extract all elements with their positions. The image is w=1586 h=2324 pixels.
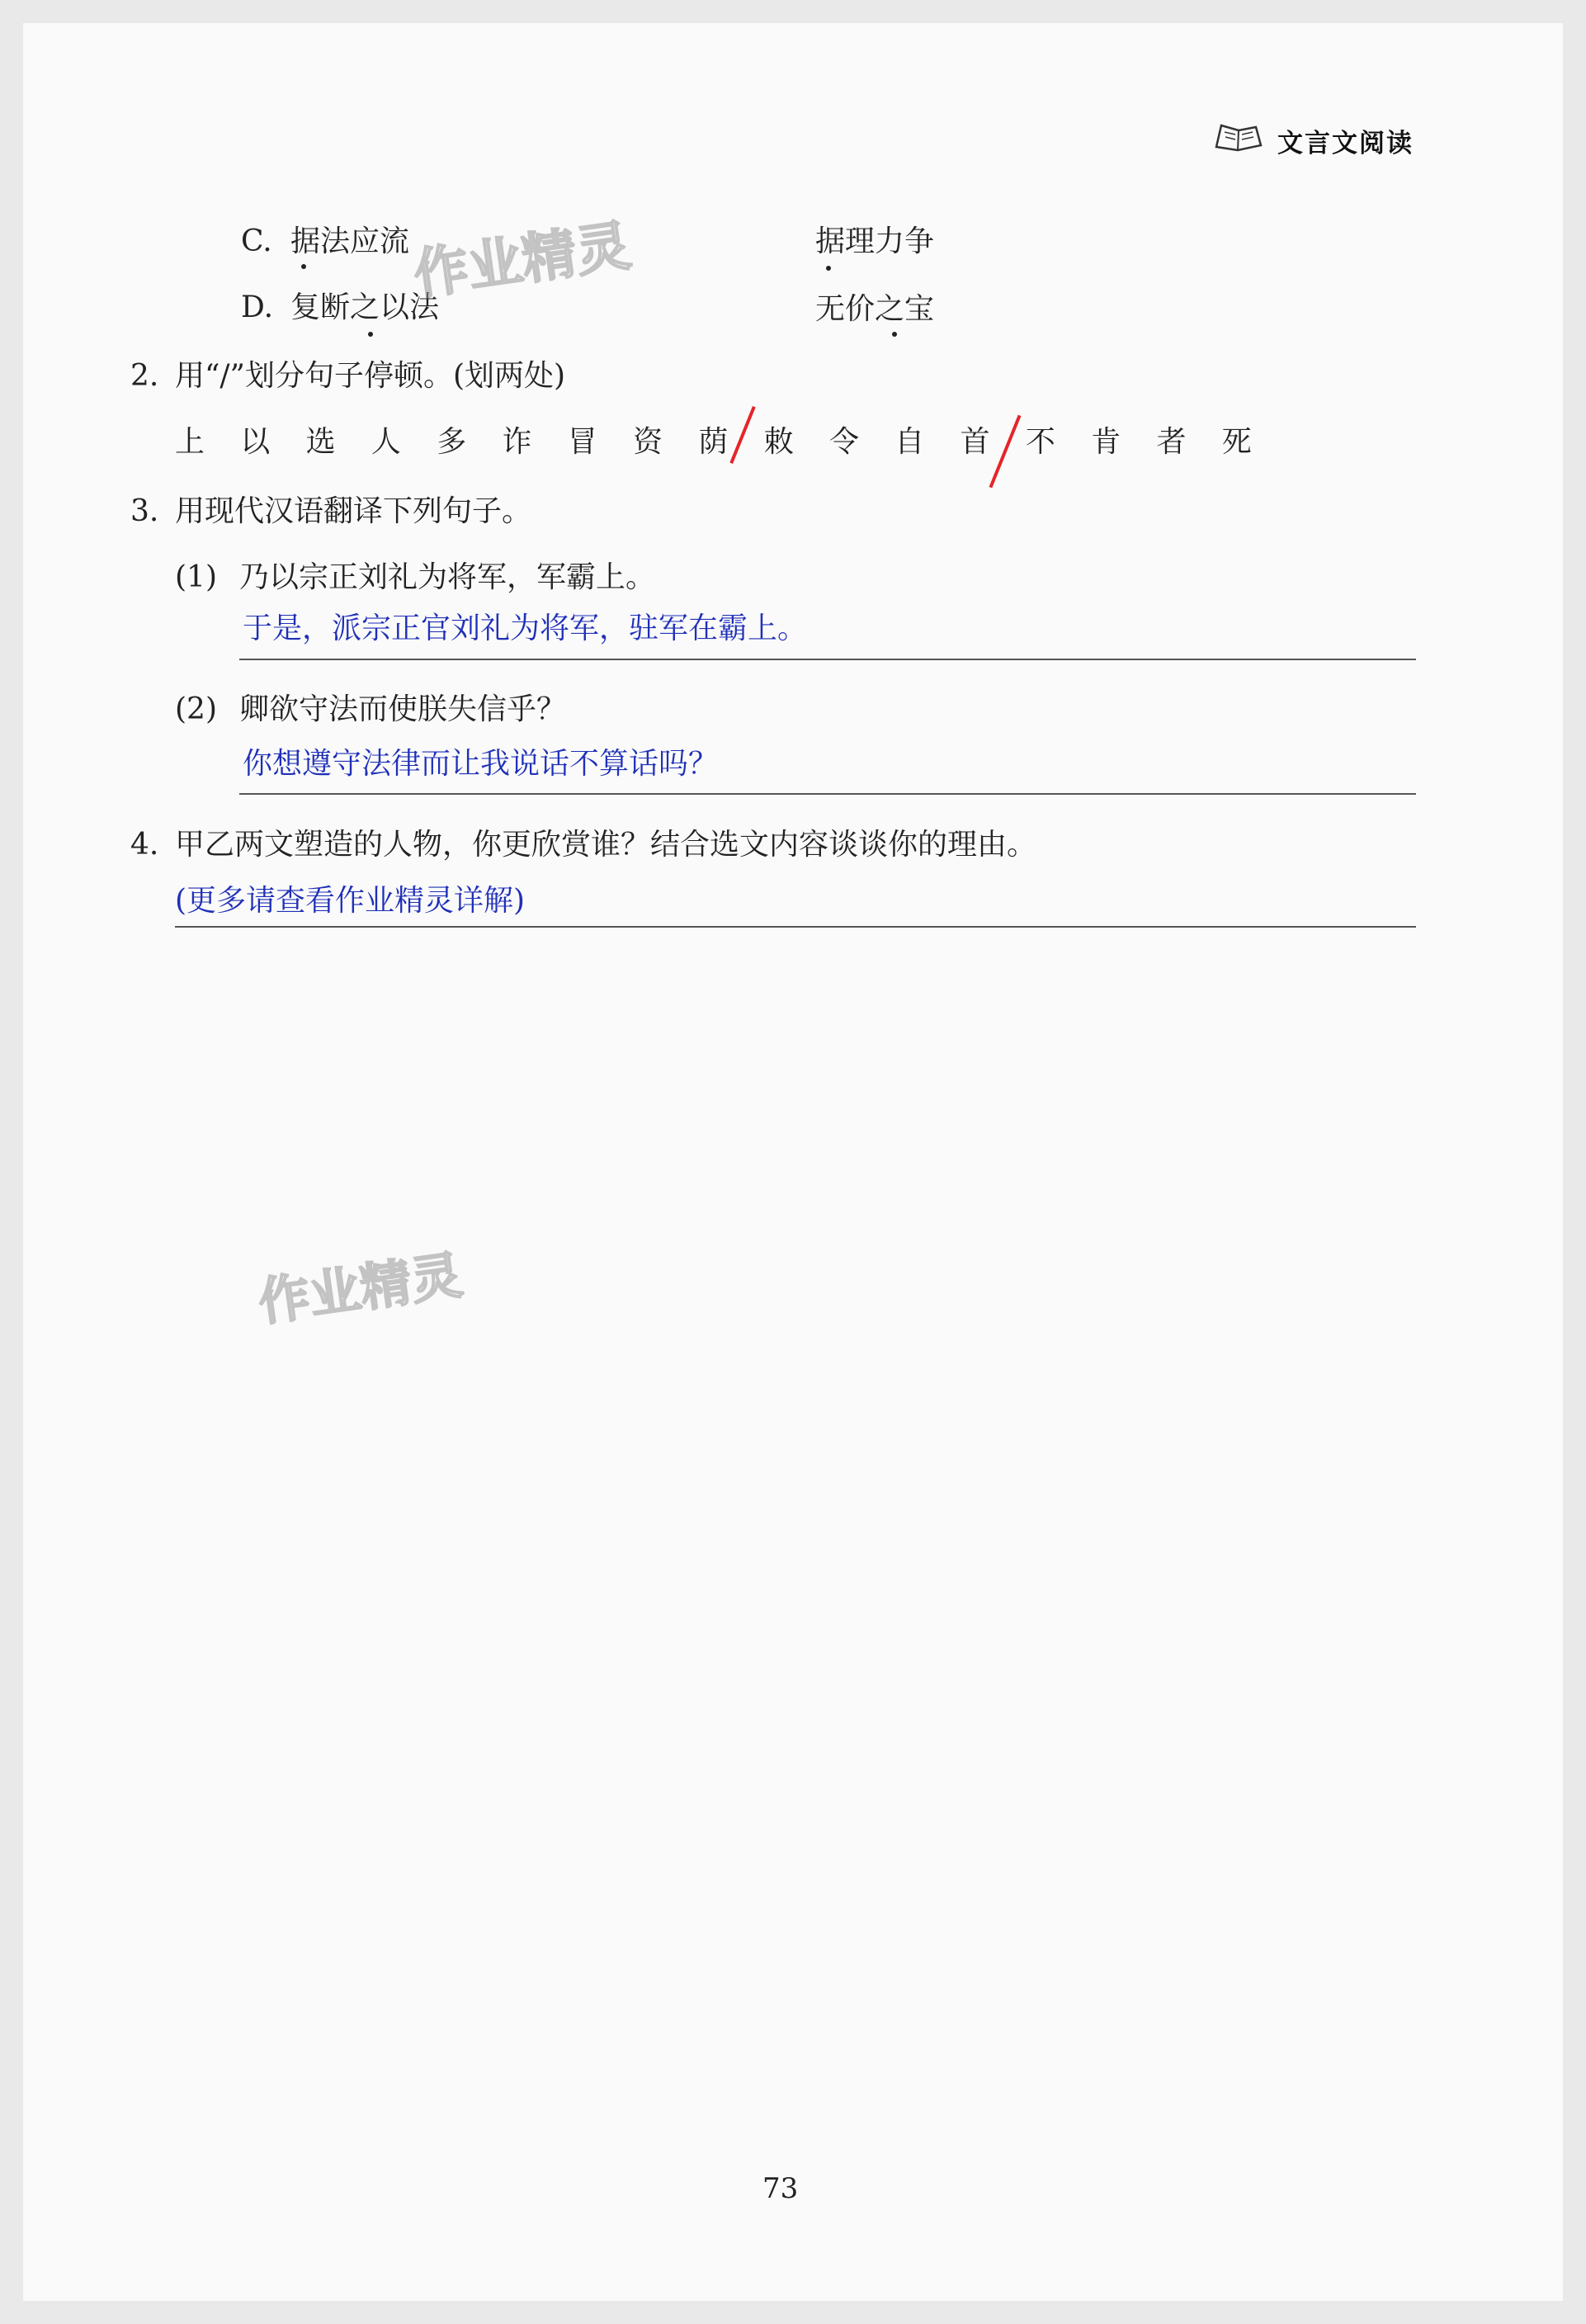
sentence-char: 令 [829, 425, 860, 459]
q3-item2-label: (2) [175, 692, 217, 726]
q2-prompt: 用“/”划分句子停顿。(划两处) [175, 359, 566, 393]
emphasis-dot [826, 266, 831, 271]
book-icon [1213, 122, 1264, 152]
q3-item2-answer: 你想遵守法律而让我说话不算话吗？ [243, 747, 719, 781]
sentence-char: 者 [1156, 425, 1187, 459]
sentence-char: 荫 [698, 425, 729, 459]
q3-item1-text: 乃以宗正刘礼为将军，军霸上。 [239, 560, 656, 594]
sentence-char: 上 [175, 425, 205, 459]
q4-answer-link[interactable]: (更多请查看作业精灵详解) [175, 884, 526, 918]
q3-item2-text: 卿欲守法而使朕失信乎？ [239, 692, 567, 726]
option-d-left: 复断之以法 [290, 290, 440, 324]
option-c-left: 据法应流 [290, 224, 410, 258]
q3-item1-label: (1) [175, 560, 217, 594]
q3-item1-answer: 于是，派宗正官刘礼为将军，驻军在霸上。 [243, 612, 808, 645]
q2-number: 2. [130, 359, 159, 393]
answer-line [239, 793, 1416, 795]
emphasis-dot [892, 332, 897, 337]
sentence-char: 多 [437, 425, 467, 459]
option-d-right: 无价之宝 [815, 292, 935, 326]
q4-number: 4. [130, 828, 159, 862]
sentence-char: 人 [371, 425, 401, 459]
emphasis-dot [368, 332, 373, 337]
section-title: 文言文阅读 [1277, 129, 1414, 158]
watermark: 作业精灵 [254, 1245, 466, 1333]
answer-line [175, 926, 1416, 928]
page-number: 73 [762, 2172, 799, 2205]
sentence-char: 选 [305, 425, 336, 459]
option-c-right: 据理力争 [815, 224, 935, 258]
option-c-label: C. [241, 224, 272, 258]
sentence-char: 首 [960, 425, 990, 459]
sentence-char: 资 [633, 425, 663, 459]
sentence-char: 冒 [567, 425, 597, 459]
watermark: 作业精灵 [409, 213, 635, 307]
answer-line [239, 659, 1416, 660]
option-d-label: D. [241, 290, 274, 324]
q3-number: 3. [130, 494, 159, 528]
q3-prompt: 用现代汉语翻译下列句子。 [175, 494, 532, 528]
sentence-char: 肯 [1091, 425, 1121, 459]
emphasis-dot [301, 264, 306, 269]
sentence-char: 敕 [763, 425, 794, 459]
sentence-char: 不 [1025, 425, 1055, 459]
q4-prompt: 甲乙两文塑造的人物，你更欣赏谁？结合选文内容谈谈你的理由。 [175, 828, 1037, 862]
sentence-char: 死 [1221, 425, 1252, 459]
sentence-char: 诈 [502, 425, 532, 459]
sentence-char: 自 [894, 425, 925, 459]
sentence-char: 以 [240, 425, 271, 459]
